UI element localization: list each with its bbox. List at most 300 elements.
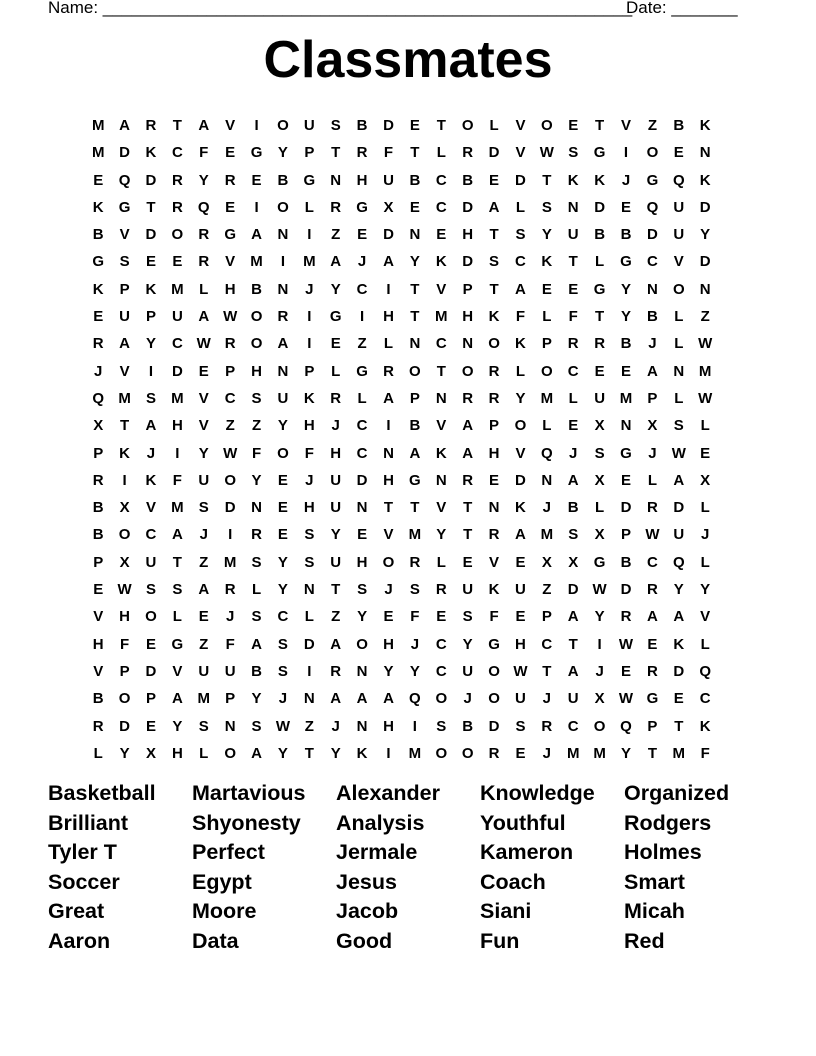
- grid-letter: H: [383, 717, 394, 735]
- search-word: Basketball: [48, 781, 156, 805]
- grid-letter: E: [277, 499, 288, 517]
- grid-row: [85, 631, 745, 658]
- grid-letter: R: [92, 717, 104, 735]
- grid-letter: A: [330, 690, 342, 708]
- grid-letter: N: [356, 499, 368, 517]
- grid-letter: T: [595, 308, 605, 326]
- grid-letter: T: [172, 553, 182, 571]
- search-word: Moore: [192, 899, 257, 924]
- grid-letter: K: [673, 635, 685, 653]
- grid-letter: T: [436, 362, 446, 380]
- grid-letter: O: [646, 144, 659, 162]
- grid-letter: T: [542, 171, 552, 189]
- grid-letter: D: [462, 253, 474, 271]
- grid-letter: T: [304, 744, 314, 762]
- grid-letter: U: [673, 198, 685, 216]
- grid-letter: D: [673, 499, 685, 517]
- grid-letter: E: [251, 171, 262, 189]
- grid-letter: Y: [436, 526, 447, 544]
- search-word: Holmes: [624, 840, 702, 865]
- grid-letter: M: [91, 144, 105, 162]
- grid-letter: E: [225, 144, 236, 162]
- grid-row: [85, 713, 745, 740]
- header-line: [0, 0, 816, 22]
- grid-letter: T: [595, 117, 605, 134]
- grid-letter: G: [92, 253, 105, 271]
- grid-letter: N: [462, 335, 474, 353]
- grid-letter: A: [330, 253, 342, 271]
- grid-letter: G: [329, 308, 342, 326]
- grid-letter: R: [356, 144, 368, 162]
- grid-letter: Y: [409, 253, 420, 271]
- grid-letter: Y: [172, 717, 183, 735]
- grid-letter: Q: [672, 553, 685, 571]
- grid-letter: E: [357, 226, 368, 244]
- grid-letter: Y: [330, 526, 341, 544]
- grid-letter: H: [462, 226, 474, 244]
- grid-letter: L: [647, 471, 657, 489]
- grid-letter: O: [224, 471, 236, 489]
- grid-letter: T: [674, 717, 684, 735]
- grid-letter: C: [515, 253, 526, 271]
- grid-letter: N: [699, 280, 711, 298]
- grid-letter: N: [224, 717, 236, 735]
- grid-letter: S: [251, 553, 262, 571]
- grid-letter: D: [515, 471, 526, 489]
- grid-letter: R: [198, 253, 210, 271]
- grid-letter: Y: [357, 608, 368, 626]
- grid-letter: N: [277, 226, 289, 244]
- grid-letter: E: [357, 526, 368, 544]
- grid-letter: R: [224, 581, 236, 599]
- grid-letter: H: [383, 308, 394, 326]
- grid-letter: E: [225, 198, 236, 216]
- grid-letter: L: [674, 308, 684, 326]
- grid-letter: Z: [199, 553, 209, 571]
- grid-letter: O: [488, 662, 500, 680]
- grid-row: [85, 139, 745, 166]
- grid-letter: N: [277, 362, 289, 380]
- grid-letter: R: [462, 389, 474, 407]
- grid-letter: W: [618, 635, 634, 653]
- grid-letter: E: [436, 608, 447, 626]
- grid-letter: P: [462, 280, 473, 298]
- grid-letter: A: [462, 444, 474, 462]
- grid-letter: R: [224, 171, 236, 189]
- grid-letter: S: [172, 581, 183, 599]
- grid-letter: N: [303, 690, 315, 708]
- grid-letter: D: [145, 171, 157, 189]
- grid-letter: W: [539, 144, 554, 162]
- grid-letter: V: [93, 608, 104, 626]
- grid-letter: G: [620, 444, 632, 462]
- search-word: Good: [336, 928, 393, 953]
- grid-letter: R: [277, 308, 289, 326]
- grid-letter: E: [621, 471, 632, 489]
- grid-letter: S: [277, 662, 288, 680]
- grid-letter: E: [277, 471, 288, 489]
- grid-letter: Y: [277, 553, 288, 571]
- grid-letter: E: [145, 717, 156, 735]
- grid-letter: E: [145, 253, 156, 271]
- grid-letter: U: [567, 226, 579, 244]
- grid-letter: G: [303, 171, 316, 189]
- grid-letter: H: [303, 499, 315, 517]
- grid-letter: J: [595, 662, 604, 680]
- grid-letter: E: [198, 608, 209, 626]
- search-word: Analysis: [336, 810, 425, 835]
- grid-letter: J: [278, 690, 288, 708]
- grid-letter: B: [92, 690, 104, 708]
- grid-letter: R: [92, 471, 104, 489]
- grid-letter: W: [618, 690, 634, 708]
- search-word: Fun: [480, 928, 520, 953]
- grid-letter: V: [436, 417, 447, 435]
- grid-letter: I: [386, 417, 391, 435]
- grid-letter: E: [568, 417, 579, 435]
- grid-row: [85, 385, 745, 412]
- grid-letter: T: [410, 308, 420, 326]
- grid-letter: P: [647, 717, 658, 735]
- grid-letter: I: [307, 335, 312, 353]
- grid-letter: F: [304, 444, 314, 462]
- grid-letter: R: [171, 198, 183, 216]
- grid-letter: E: [700, 444, 711, 462]
- grid-letter: E: [436, 226, 447, 244]
- grid-row: [85, 603, 745, 630]
- grid-letter: E: [198, 362, 209, 380]
- grid-letter: L: [700, 553, 710, 571]
- grid-letter: R: [251, 526, 262, 544]
- grid-letter: L: [383, 335, 394, 353]
- grid-letter: U: [673, 226, 685, 244]
- grid-letter: I: [360, 308, 365, 326]
- grid-letter: F: [515, 308, 526, 326]
- search-word: Siani: [480, 899, 532, 924]
- grid-letter: S: [594, 444, 605, 462]
- grid-letter: O: [382, 553, 395, 571]
- grid-letter: E: [93, 308, 104, 326]
- grid-letter: S: [673, 417, 684, 435]
- grid-letter: U: [383, 171, 394, 189]
- grid-letter: C: [277, 608, 289, 626]
- letter-grid: [85, 112, 745, 767]
- grid-letter: T: [410, 499, 420, 517]
- grid-letter: V: [119, 226, 130, 244]
- grid-letter: Y: [277, 581, 288, 599]
- grid-letter: O: [672, 280, 685, 298]
- grid-letter: M: [619, 389, 633, 407]
- grid-letter: G: [593, 144, 606, 162]
- search-word: Rodgers: [624, 810, 712, 835]
- grid-letter: U: [330, 553, 342, 571]
- grid-letter: Z: [251, 417, 262, 435]
- word-row: [48, 868, 768, 898]
- grid-letter: O: [145, 608, 157, 626]
- grid-letter: T: [647, 744, 657, 762]
- grid-letter: J: [542, 690, 551, 708]
- grid-letter: H: [356, 171, 368, 189]
- grid-letter: L: [700, 417, 710, 435]
- grid-letter: R: [409, 553, 421, 571]
- grid-letter: B: [409, 417, 421, 435]
- grid-letter: K: [119, 444, 130, 462]
- grid-letter: L: [674, 335, 684, 353]
- grid-letter: M: [118, 389, 131, 407]
- grid-letter: C: [356, 417, 368, 435]
- grid-letter: R: [541, 717, 553, 735]
- grid-letter: C: [435, 662, 447, 680]
- grid-letter: W: [513, 662, 528, 680]
- grid-letter: G: [171, 635, 184, 653]
- search-word: Shyonesty: [192, 810, 301, 835]
- grid-letter: W: [671, 444, 686, 462]
- grid-letter: W: [196, 335, 211, 353]
- grid-row: [85, 658, 745, 685]
- grid-letter: H: [383, 471, 394, 489]
- grid-letter: Y: [277, 144, 288, 162]
- grid-letter: J: [225, 608, 235, 626]
- grid-letter: B: [594, 226, 606, 244]
- grid-letter: W: [592, 581, 607, 599]
- grid-letter: C: [567, 362, 579, 380]
- grid-letter: L: [357, 389, 367, 407]
- grid-letter: G: [646, 690, 659, 708]
- grid-letter: H: [303, 417, 315, 435]
- grid-letter: D: [488, 717, 500, 735]
- search-word: Micah: [624, 899, 685, 924]
- grid-letter: K: [488, 581, 500, 599]
- grid-letter: O: [514, 417, 527, 435]
- grid-letter: R: [488, 362, 500, 380]
- grid-letter: H: [171, 744, 183, 762]
- search-word: Alexander: [336, 781, 440, 805]
- grid-letter: L: [93, 744, 103, 762]
- grid-letter: T: [172, 117, 182, 134]
- grid-letter: T: [436, 117, 446, 134]
- grid-letter: V: [145, 499, 156, 517]
- grid-letter: Q: [620, 717, 632, 735]
- grid-letter: A: [171, 690, 183, 708]
- grid-letter: T: [383, 499, 394, 517]
- grid-letter: E: [541, 280, 552, 298]
- grid-letter: M: [171, 389, 184, 407]
- grid-letter: H: [224, 280, 236, 298]
- grid-letter: A: [119, 335, 130, 353]
- grid-letter: N: [567, 198, 579, 216]
- grid-row: [85, 685, 745, 712]
- grid-letter: W: [698, 335, 713, 353]
- grid-letter: B: [409, 171, 421, 189]
- grid-letter: L: [304, 198, 314, 216]
- grid-letter: D: [673, 662, 685, 680]
- grid-letter: L: [674, 389, 684, 407]
- grid-letter: E: [515, 608, 526, 626]
- grid-letter: N: [277, 280, 289, 298]
- grid-letter: H: [383, 635, 394, 653]
- grid-letter: O: [488, 335, 500, 353]
- grid-letter: U: [567, 690, 579, 708]
- grid-letter: K: [145, 144, 157, 162]
- grid-letter: A: [251, 635, 262, 653]
- grid-letter: G: [646, 171, 659, 189]
- grid-letter: Q: [118, 171, 131, 189]
- grid-letter: X: [594, 417, 605, 435]
- grid-letter: G: [250, 144, 263, 162]
- grid-letter: S: [357, 581, 368, 599]
- grid-letter: H: [92, 635, 104, 653]
- search-word: Organized: [624, 781, 730, 805]
- grid-letter: R: [620, 608, 632, 626]
- grid-letter: K: [515, 499, 526, 517]
- grid-letter: N: [409, 226, 421, 244]
- grid-letter: E: [621, 662, 632, 680]
- grid-letter: E: [145, 635, 156, 653]
- grid-letter: B: [92, 226, 104, 244]
- grid-letter: M: [435, 308, 448, 326]
- grid-letter: P: [647, 389, 658, 407]
- grid-letter: M: [698, 362, 712, 380]
- grid-letter: A: [145, 417, 157, 435]
- grid-letter: C: [356, 280, 368, 298]
- word-row: [48, 927, 768, 957]
- grid-row: [85, 549, 745, 576]
- grid-letter: A: [567, 471, 579, 489]
- grid-letter: E: [515, 744, 526, 762]
- grid-letter: T: [120, 417, 130, 435]
- grid-letter: G: [488, 635, 500, 653]
- grid-letter: L: [700, 499, 710, 517]
- grid-letter: Q: [699, 662, 712, 680]
- grid-letter: E: [673, 144, 684, 162]
- grid-letter: R: [567, 335, 579, 353]
- grid-letter: R: [646, 662, 658, 680]
- grid-letter: J: [305, 471, 314, 489]
- grid-letter: L: [595, 499, 605, 517]
- grid-letter: J: [648, 335, 657, 353]
- grid-letter: O: [461, 362, 474, 380]
- grid-letter: U: [462, 581, 474, 599]
- grid-row: [85, 440, 745, 467]
- grid-letter: O: [356, 635, 368, 653]
- grid-letter: A: [673, 471, 685, 489]
- search-word: Brilliant: [48, 810, 129, 835]
- grid-letter: A: [409, 444, 421, 462]
- grid-row: [85, 740, 745, 767]
- grid-letter: S: [251, 389, 262, 407]
- grid-letter: J: [542, 744, 551, 762]
- search-word: Youthful: [480, 810, 566, 835]
- grid-letter: V: [119, 362, 130, 380]
- word-row: [48, 779, 768, 809]
- grid-letter: D: [488, 144, 500, 162]
- grid-letter: K: [541, 253, 553, 271]
- grid-letter: R: [330, 389, 342, 407]
- grid-letter: A: [646, 362, 658, 380]
- grid-letter: C: [699, 690, 711, 708]
- grid-letter: I: [254, 198, 259, 216]
- grid-letter: C: [435, 635, 447, 653]
- grid-letter: R: [383, 362, 394, 380]
- grid-letter: N: [330, 171, 342, 189]
- grid-letter: T: [463, 499, 473, 517]
- grid-row: [85, 248, 745, 275]
- grid-letter: Y: [330, 744, 341, 762]
- grid-letter: J: [357, 253, 367, 271]
- grid-letter: W: [275, 717, 291, 735]
- grid-letter: N: [409, 335, 421, 353]
- grid-letter: T: [568, 253, 578, 271]
- grid-letter: Y: [673, 581, 684, 599]
- grid-letter: M: [566, 744, 580, 762]
- grid-letter: O: [461, 117, 474, 134]
- grid-letter: V: [436, 499, 447, 517]
- grid-letter: F: [568, 308, 578, 326]
- grid-letter: R: [488, 389, 500, 407]
- grid-letter: P: [119, 662, 130, 680]
- grid-letter: P: [93, 553, 104, 571]
- grid-letter: C: [224, 389, 236, 407]
- grid-letter: D: [462, 198, 474, 216]
- grid-letter: Z: [700, 308, 710, 326]
- grid-letter: N: [435, 471, 447, 489]
- grid-letter: J: [94, 362, 103, 380]
- grid-letter: A: [383, 389, 394, 407]
- grid-letter: B: [92, 526, 104, 544]
- grid-letter: S: [277, 635, 288, 653]
- grid-letter: R: [171, 171, 183, 189]
- search-word: Egypt: [192, 869, 252, 894]
- grid-letter: V: [515, 144, 526, 162]
- grid-letter: H: [119, 608, 130, 626]
- grid-letter: Q: [646, 198, 659, 216]
- grid-row: [85, 521, 745, 548]
- grid-letter: W: [223, 444, 238, 462]
- grid-letter: F: [199, 144, 209, 162]
- grid-letter: T: [410, 144, 420, 162]
- grid-letter: J: [701, 526, 710, 544]
- grid-letter: L: [199, 280, 209, 298]
- grid-letter: D: [145, 226, 157, 244]
- grid-letter: P: [225, 690, 236, 708]
- grid-letter: I: [280, 253, 286, 271]
- grid-letter: L: [172, 608, 182, 626]
- grid-letter: F: [383, 144, 394, 162]
- grid-letter: D: [515, 171, 526, 189]
- grid-letter: I: [307, 308, 312, 326]
- grid-letter: P: [145, 308, 156, 326]
- grid-letter: Z: [225, 417, 235, 435]
- grid-letter: A: [251, 226, 262, 244]
- grid-letter: O: [435, 690, 448, 708]
- grid-letter: O: [277, 444, 289, 462]
- grid-letter: W: [645, 526, 660, 544]
- search-word: Soccer: [48, 869, 120, 894]
- grid-letter: N: [356, 717, 368, 735]
- grid-letter: O: [118, 526, 131, 544]
- grid-letter: C: [435, 198, 447, 216]
- grid-row: [85, 494, 745, 521]
- grid-letter: M: [303, 253, 316, 271]
- grid-letter: Y: [700, 581, 711, 599]
- grid-letter: E: [383, 608, 394, 626]
- grid-letter: E: [277, 526, 288, 544]
- search-word: Tyler T: [48, 840, 117, 865]
- grid-letter: O: [118, 690, 131, 708]
- grid-letter: J: [569, 444, 578, 462]
- grid-letter: W: [117, 581, 132, 599]
- grid-letter: R: [488, 526, 500, 544]
